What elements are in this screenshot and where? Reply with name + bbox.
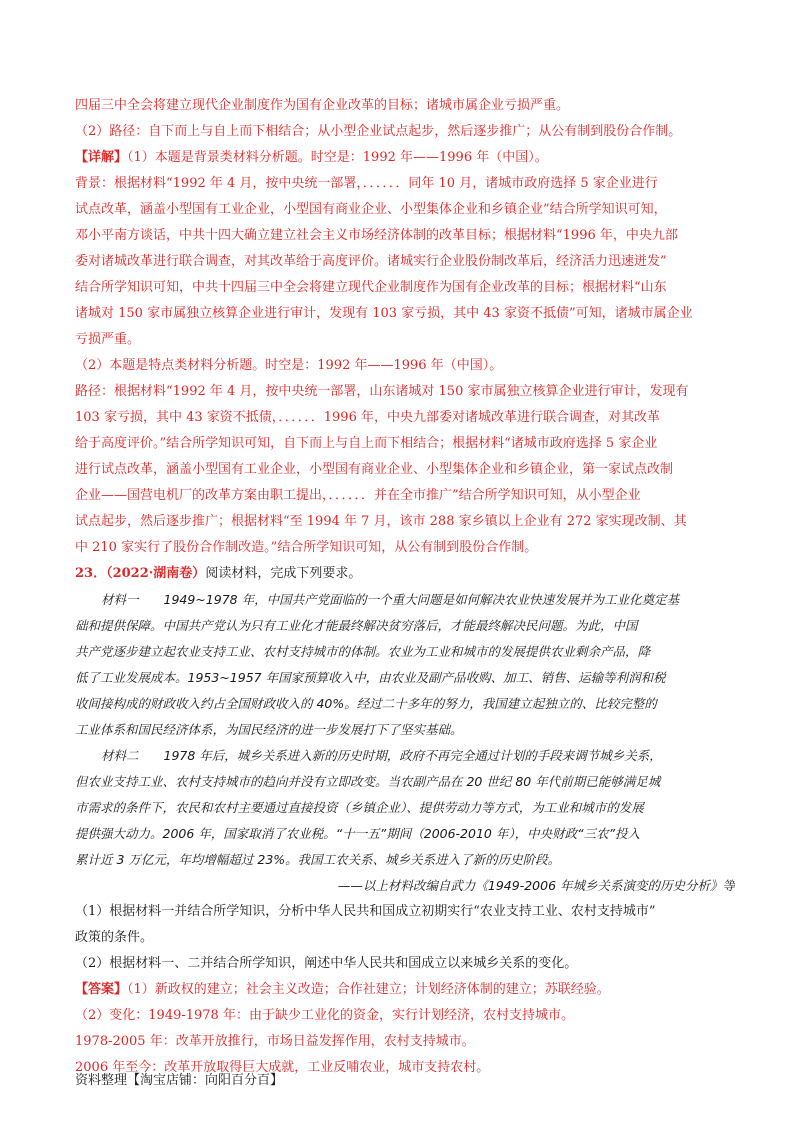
text-line [75,379,735,405]
line-text: 收间接构成的财政收入约占全国财政收入的 40%。经过二十多年的努力，我国建立起独立的、比较完整的 [75,696,657,711]
text-line [75,795,735,821]
text-line [75,1029,735,1055]
line-text: （2）路径：自下而上与自上而下相结合；从小型企业试点起步，然后逐步推广；从公有制到股份合作制。 [75,124,682,139]
text-line [75,925,735,951]
text-line [75,301,735,327]
line-tag: 【答案】 [75,982,128,997]
text-line [75,665,735,691]
text-line [75,223,735,249]
text-line [75,431,735,457]
line-text: 市需求的条件下，农民和农村主要通过直接投资（乡镇企业）、提供劳动力等方式，为工业和城市的发展 [75,800,644,815]
text-line [75,119,735,145]
line-text: （2）本题是特点类材料分析题。时空是：1992 年——1996 年（中国）。 [75,358,503,373]
line-text: （1）新政权的建立；社会主义改造；合作社建立；计划经济体制的建立；苏联经验。 [127,982,610,997]
text-line [75,509,735,535]
line-text: 103 家亏损，其中 43 家资不抵债，．．．．．．1996 年，中央九部委对诸城改革进行联合调查，对其改革 [75,410,660,425]
line-text: 1978-2005 年：改革开放推行，市场日益发挥作用，农村支持城市。 [75,1034,475,1049]
line-text: 委对诸城改革进行联合调查，对其改革给于高度评价。诸城实行企业股份制改革后，经济活力迅速迸发” [75,254,667,269]
line-text: 础和提供保障。中国共产党认为只有工业化才能最终解决贫穷落后，才能最终解决民问题。为此，中国 [75,618,638,633]
line-text: （1）本题是背景类材料分析题。时空是：1992 年——1996 年（中国）。 [127,150,548,165]
text-line [75,93,735,119]
line-text: 给于高度评价。”结合所学知识可知，自下而上与自上而下相结合；根据材料“诸城市政府选择 5 家企业 [75,436,658,451]
text-line [75,977,735,1003]
text-line [75,457,735,483]
line-text: ——以上材料改编自武力《1949-2006 年城乡关系演变的历史分析》等 [337,878,735,893]
line-text: 结合所学知识可知，中共十四届三中全会将建立现代企业制度作为国有企业改革的目标；根据材料“山东 [75,280,667,295]
text-line [75,275,735,301]
line-text: 共产党逐步建立起农业支持工业、农村支持城市的体制。农业为工业和城市的发展提供农业剩余产品，降 [75,644,651,659]
text-line [75,587,735,613]
text-line [75,769,735,795]
line-text: 政策的条件。 [75,930,154,945]
line-text: 中 210 家实行了股份合作制改造。”结合所学知识可知，从公有制到股份合作制。 [75,540,538,555]
text-line [75,171,735,197]
line-tag: 【详解】 [75,150,128,165]
line-text: 累计近 3 万亿元，年均增幅超过 23%。我国工农关系、城乡关系进入了新的历史阶段。 [75,852,561,867]
line-text: 亏损严重。 [75,332,141,347]
text-line [75,899,735,925]
line-text: （1）根据材料一并结合所学知识，分析中华人民共和国成立初期实行“农业支持工业、农村支持城市” [75,904,656,919]
line-tag: 23．（2022·湖南卷） [75,566,206,581]
line-text: 提供强大动力。2006 年，国家取消了农业税。“十一五”期间（2006-2010 年），中央财政“三农”投入 [75,826,641,841]
line-text: 材料一 1949~1978 年，中国共产党面临的一个重大问题是如何解决农业快速发展并为工业化奠定基 [101,592,680,607]
text-line [75,847,735,873]
text-line [75,327,735,353]
line-text: 2006 年至今：改革开放取得巨大成就，工业反哺农业，城市支持农村。 [75,1060,490,1075]
text-line [75,613,735,639]
text-line [75,951,735,977]
document-body [75,93,735,1081]
line-text: 但农业支持工业、农村支持城市的趋向并没有立即改变。当农副产品在 20 世纪 80 年代前期已能够满足城 [75,774,661,789]
text-line [75,873,735,899]
page-footer: 资料整理【淘宝店铺：向阳百分百】 [75,1073,284,1088]
text-line [75,249,735,275]
line-text: 阅读材料，完成下列要求。 [205,566,362,581]
line-text: 试点改革，涵盖小型国有工业企业，小型国有商业企业、小型集体企业和乡镇企业”结合所学知识可知， [75,202,667,217]
text-line [75,197,735,223]
line-text: 背景：根据材料“1992 年 4 月，按中央统一部署，．．．．．．同年 10 月，诸城市政府选择 5 家企业进行 [75,176,658,191]
line-text: （2）变化：1949-1978 年：由于缺少工业化的资金，实行计划经济，农村支持城市。 [75,1008,574,1023]
line-text: 企业——国营电机厂的改革方案由职工提出，．．．．．．并在全市推广”结合所学知识可知，从小型企业 [75,488,641,503]
line-text: 低了工业发展成本。1953~1957 年国家预算收入中，由农业及副产品收购、加工、销售、运输等利润和税 [75,670,666,685]
text-line [75,821,735,847]
line-text: 进行试点改革，涵盖小型国有工业企业，小型国有商业企业、小型集体企业和乡镇企业，第一家试点改制 [75,462,674,477]
text-line [75,561,735,587]
line-text: 路径：根据材料“1992 年 4 月，按中央统一部署，山东诸城对 150 家市属独立核算企业进行审计，发现有 [75,384,689,399]
text-line [75,145,735,171]
line-text: 邓小平南方谈话，中共十四大确立建立社会主义市场经济体制的改革目标；根据材料“1996 年，中央九部 [75,228,678,243]
text-line [75,535,735,561]
text-line [75,717,735,743]
line-text: （2）根据材料一、二并结合所学知识，阐述中华人民共和国成立以来城乡关系的变化。 [75,956,578,971]
text-line [75,353,735,379]
line-text: 材料二 1978 年后，城乡关系进入新的历史时期，政府不再完全通过计划的手段来调节城乡关系， [101,748,662,763]
text-line [75,743,735,769]
text-line [75,691,735,717]
line-text: 诸城对 150 家市属独立核算企业进行审计，发现有 103 家亏损，其中 43 家资不抵债”可知，诸城市属企业 [75,306,693,321]
line-text: 工业体系和国民经济体系，为国民经济的进一步发展打下了坚实基础。 [75,722,463,737]
line-text: 试点起步，然后逐步推广；根据材料“至 1994 年 7 月，该市 288 家乡镇以上企业有 272 家实现改制、其 [75,514,687,529]
text-line [75,483,735,509]
text-line [75,639,735,665]
text-line [75,1003,735,1029]
text-line [75,405,735,431]
line-text: 四届三中全会将建立现代企业制度作为国有企业改革的目标；诸城市属企业亏损严重。 [75,98,570,113]
